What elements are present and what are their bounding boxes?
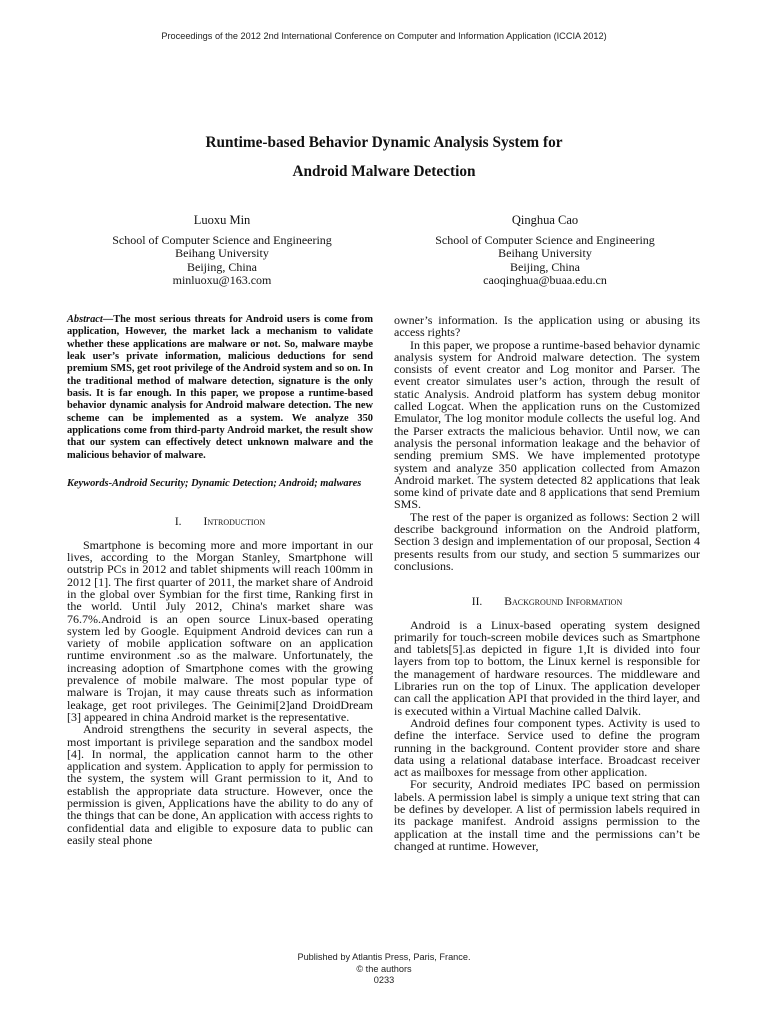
author-email[interactable]: minluoxu@163.com [172,273,272,287]
page-number: 0233 [373,975,395,985]
keywords: Keywords-Android Security; Dynamic Detection; Android; malwares [67,478,362,490]
footer-publisher: Published by Atlantis Press, Paris, France. [297,952,471,962]
abstract-text: The most serious threats for Android users is come from application, However, the market lack a mechanism to validate whether these applications are malware or not. So, malware maybe leak user’s private information, malicious deductions for send premium SMS, get root privilege of the Android system and so on. In the traditional method of malware detection, signature is the only basis. It is far enough. In this paper, we propose a runtime-based behavior dynamic analysis for Android malware detection. The new scheme can be implemented as a system. We analyze 350 applications come from third-party Android market, the result show that our system can effectively detect unknown malware and the malicious behavior of malware. [67,314,373,461]
abstract-dash: — [102,314,114,325]
abstract [67,314,373,462]
proceedings-header: Proceedings of the 2012 2nd International Conference on Computer and Information Application (ICCIA 2012) [161,31,607,41]
page-footer [0,952,768,987]
section-heading-introduction [67,516,373,528]
paragraph: Android defines four component types. Activity is used to define the interface. Service used to define the program running in the background. Content provider store and share data using a relational database interface. Broadcast receiver act as mailboxes for message from other application. [394,715,700,780]
paragraph: For security, Android mediates IPC based on permission labels. A permission label is simply a unique text string that can be defines by developer. A list of permission labels required in its package manifest. Android assigns permission to the application at the install time and the permissions can’t be changed at runtime. However, [394,777,700,853]
section-title: Introduction [203,516,266,529]
author-affiliation: School of Computer Science and Engineering [112,232,332,247]
author-university: Beihang University [498,246,592,260]
paragraph: Smartphone is becoming more and more important in our lives, according to the Morgan Stanley, Smartphone will outstrip PCs in 2012 and tablet shipments will reach 100mm in 2012 [1]. The first quarter of 2011, the market share of Android in the global over Symbian for the first time, Ranking first in the world. Until July 2012, China's market share was 76.7%.Android is an open source Linux-based operating system led by Google. Equipment Android devices can run a variety of mobile application software on an application runtime environment .so as the malware. Unfortunately, the increasing adoption of Smartphone comes with the growing prevalence of mobile malware. The most popular type of malware is Trojan, it may cause threats such as information leakage, get root privileges. The Geinimi[2]and DroidDream [3] appeared in china Android market is the representative. [67,537,373,724]
left-column [67,314,373,846]
paragraph: In this paper, we propose a runtime-based behavior dynamic analysis system for Android malware detection. The system consists of event creator and Log monitor and Parser. The event creator simulates user’s action, through the result of static Analysis. Android platform has system debug monitor called Logcat. When the application runs on the Customized Emulator, The log monitor module collects the useful log. And the Parser extracts the malicious behavior. Until now, we can analysis the personal information leakage and the behavior of sending premium SMS. We have implemented prototype system and analyze 350 application collected from Amazon Android market. The system detected 82 applications that leak some kind of private date and 8 applications that send Premium SMS. [394,337,700,512]
author-affiliation: School of Computer Science and Engineering [435,232,655,247]
paragraph: The rest of the paper is organized as follows: Section 2 will describe background information on the Android platform, Section 3 design and implementation of our proposal, Section 4 presents results from our study, and section 5 summarizes our conclusions. [394,509,700,573]
author-location: Beijing, China [187,259,257,274]
paragraph: Android is a Linux-based operating system designed primarily for touch-screen mobile devices such as Smartphone and tablets[5].as depicted in figure 1,It is divided into four layers from top to bottom, the Linux kernel is responsible for the management of hardware resources. The middleware and Libraries run on the top of Linux. The application developer can call the application API that provided in the third layer, and is executed within a Virtual Machine called Dalvik. [394,617,700,718]
abstract-label: Abstract [67,314,103,325]
paragraph-continuation: owner’s information. Is the application using or abusing its access rights? [394,313,700,340]
right-column [394,314,700,852]
paper-title [0,128,768,186]
author-university: Beihang University [175,246,269,260]
paper-title-line-1: Runtime-based Behavior Dynamic Analysis System for [205,134,563,151]
section-heading-background [394,596,700,608]
paper-title-line-2: Android Malware Detection [292,163,476,180]
author-block-1 [77,214,367,288]
section-number: I. [174,516,182,529]
footer-copyright: © the authors [356,963,412,974]
author-email[interactable]: caoqinghua@buaa.edu.cn [483,273,607,287]
author-name: Qinghua Cao [511,213,579,227]
author-block-2 [400,214,690,288]
section-title: Background Information [504,596,623,609]
paragraph: Android strengthens the security in several aspects, the most important is privilege separation and the sandbox model [4]. In normal, the application cannot harm to the other application and system. Application to apply for permission to the system, the system will Grant permission to it, And to establish the appropriate data structure. However, once the permission is given, Applications have the ability to do any of the things that can be done, An application with access rights to confidential data and eligible to exposure data to public can easily steal phone [67,722,373,847]
author-name: Luoxu Min [193,213,251,227]
author-location: Beijing, China [510,259,580,274]
section-number: II. [471,596,483,609]
